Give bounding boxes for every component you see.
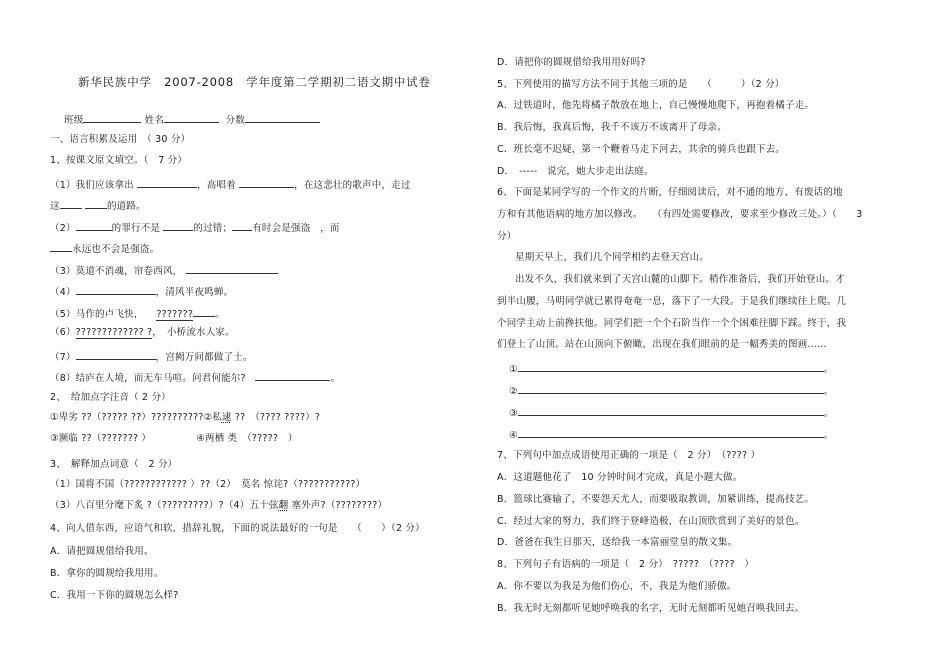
question-7: 7、下列句中加点成语使用正确的一项是（ 2 分） （???? ） <box>497 450 761 461</box>
q1-line-10: （8）结庐在人境，而无车马喧。问君何能尔? 。 <box>50 370 340 385</box>
student-info-row <box>64 112 320 127</box>
section-1-heading: 一、语言积累及运用 （ 30 分） <box>50 134 191 145</box>
blank[interactable] <box>255 370 330 381</box>
blank[interactable] <box>50 241 72 252</box>
score-blank[interactable] <box>245 112 320 123</box>
q7-option-b: B．篮球比赛输了，不要怨天尤人，而要吸取教训，加紧训练，提高技艺。 <box>497 494 815 505</box>
q4-option-a: A．请把圆规借给我用。 <box>50 546 154 557</box>
q4-option-b: B．拿你的圆规给我用用。 <box>50 568 164 579</box>
answer-blank[interactable] <box>518 383 824 394</box>
q1-line-5: （3）莫道不消魂，帘卷西风， <box>50 263 278 278</box>
blank[interactable] <box>60 198 82 209</box>
question-4: 4、向人借东西，应语气和软，措辞礼貌，下面的说法最好的一句是 （ ）（2 分） <box>50 523 425 534</box>
q2-line-2: ③濒临 ??（??????? ） ④两栖 类 （????? ） <box>50 433 298 444</box>
question-3: 3、 解释加点词意（ 2 分） <box>50 459 178 470</box>
question-6-line-1: 6、下面是某同学写的一个作文的片断，仔细阅读后，对不通的地方、有废话的地 <box>497 187 843 198</box>
blank[interactable] <box>232 220 252 231</box>
name-label: 姓名 <box>144 115 165 126</box>
question-5: 5、下列使用的描写方法不同于其他三项的是 （ ）（2 分） <box>497 79 785 90</box>
q1-line-4: 永远也不会是强盗。 <box>50 241 159 256</box>
name-blank[interactable] <box>164 112 219 123</box>
blank[interactable] <box>76 284 156 295</box>
answer-blank[interactable] <box>518 361 824 372</box>
passage-line-4: 个同学主动上前搀扶他。同学们把一个个石阶当作一个个困难往脚下踩。终于，我 <box>497 318 847 329</box>
q7-option-a: A．这道题他花了 10 分钟时间才完成，真是小题大做。 <box>497 472 743 483</box>
q3-line-1: （1）国将不国（???????????? ）??（2） 莫名 惊诧?（???????????） <box>50 479 366 490</box>
q7-option-c: C．经过大家的努力，我们终于登峰造极，在山顶欣赏到了美好的景色。 <box>497 516 805 527</box>
passage-line-3: 到半山腰，马明同学就已累得奄奄一息，落下了一大段。于是我们继续往上爬。几 <box>497 296 847 307</box>
q1-line-8: （6）????????????? ?， 小桥流水人家。 <box>50 327 235 338</box>
blank[interactable] <box>76 349 156 360</box>
q5-option-a: A．过铁道时，他先将橘子散放在地上，自己慢慢地爬下，再抱着橘子走。 <box>497 100 815 111</box>
question-1: 1、按课文原文填空。（ 7 分） <box>50 155 188 166</box>
question-8: 8、下列句子有语病的一项是（ 2 分） ????? （???? ） <box>497 559 755 570</box>
answer-blank[interactable] <box>518 427 824 438</box>
q1-line-9: （7） ，宫阙万间都做了土。 <box>50 349 253 364</box>
q8-option-b: B．我无时无刻都听见她呼唤我的名字，无时无刻都听见她召唤我回去。 <box>497 603 805 614</box>
q5-option-d: D． ----- 说完，她大步走出法庭。 <box>497 166 654 177</box>
class-label: 班级 <box>64 115 84 126</box>
passage-line-2: 出发不久，我们就来到了天宫山麓的山脚下。稍作准备后，我们开始登山。才 <box>515 274 845 285</box>
blank[interactable] <box>163 220 193 231</box>
blank[interactable] <box>85 198 107 209</box>
blank[interactable] <box>186 263 278 274</box>
question-2: 2、 给加点字注音（ 2 分） <box>50 392 171 403</box>
q1-line-1: （1）我们应该拿出 ，高唱着 ，在这悲壮的歌声中，走过 <box>50 177 411 192</box>
answer-blank[interactable] <box>518 405 824 416</box>
score-label: 分数 <box>225 115 245 126</box>
q8-option-a: A．你不要以为我是为他们伤心，不，我是为他们骄傲。 <box>497 581 737 592</box>
answer-line-4: ④ 。 <box>509 427 833 442</box>
blank[interactable] <box>239 177 294 188</box>
exam-title: 新华民族中学 2007-2008 学年度第二学期初二语文期中试卷 <box>78 75 431 89</box>
q4-option-d: D．请把你的圆规借给我用用好吗? <box>497 57 646 68</box>
class-blank[interactable] <box>83 112 141 123</box>
q1-line-6: （4） ，清风半夜鸣蝉。 <box>50 284 233 299</box>
q2-line-1: ①卑劣 ??（????? ??）??????????②私逮 ?? （???? ????）? <box>50 412 321 423</box>
q3-line-2: （3）八百里分麾下炙 ?（?????????）?（4）五十弦翻 塞外声?（????????） <box>50 500 388 511</box>
blank[interactable] <box>76 220 112 231</box>
question-6-line-3: 分） <box>497 231 517 242</box>
answer-line-3: ③ 。 <box>509 405 833 420</box>
q1-line-2: 这 的道路。 <box>50 198 146 213</box>
question-6-line-2: 方和有其他语病的地方加以修改。 （有四处需要修改，要求至少修改三处。）（ 3 <box>497 209 863 220</box>
passage-line-1: 星期天早上，我们几个同学相约去登天宫山。 <box>515 252 710 263</box>
q1-line-3: （2） 的罪行不是 的过错； 有时会是强盗 ，而 <box>50 220 340 235</box>
passage-line-5: 们登上了山顶。站在山顶向下俯瞰，出现在我们眼前的是一幅秀美的图画…… <box>497 339 827 350</box>
q4-option-c: C．我用一下你的圆规怎么样? <box>50 590 179 601</box>
answer-line-1: ① 。 <box>509 361 833 376</box>
q5-option-c: C．班长毫不迟疑，第一个鞭着马走下河去，其余的骑兵也跟下去。 <box>497 144 786 155</box>
q1-line-7: （5）马作的卢飞快， ??????? 。 <box>50 306 225 321</box>
blank[interactable] <box>137 177 197 188</box>
answer-line-2: ② 。 <box>509 383 833 398</box>
q5-option-b: B．我后悔，我真后悔，我千不该万不该离开了母亲。 <box>497 122 727 133</box>
q7-option-d: D．爸爸在我生日那天，送给我一本富丽堂皇的散文集。 <box>497 537 738 548</box>
